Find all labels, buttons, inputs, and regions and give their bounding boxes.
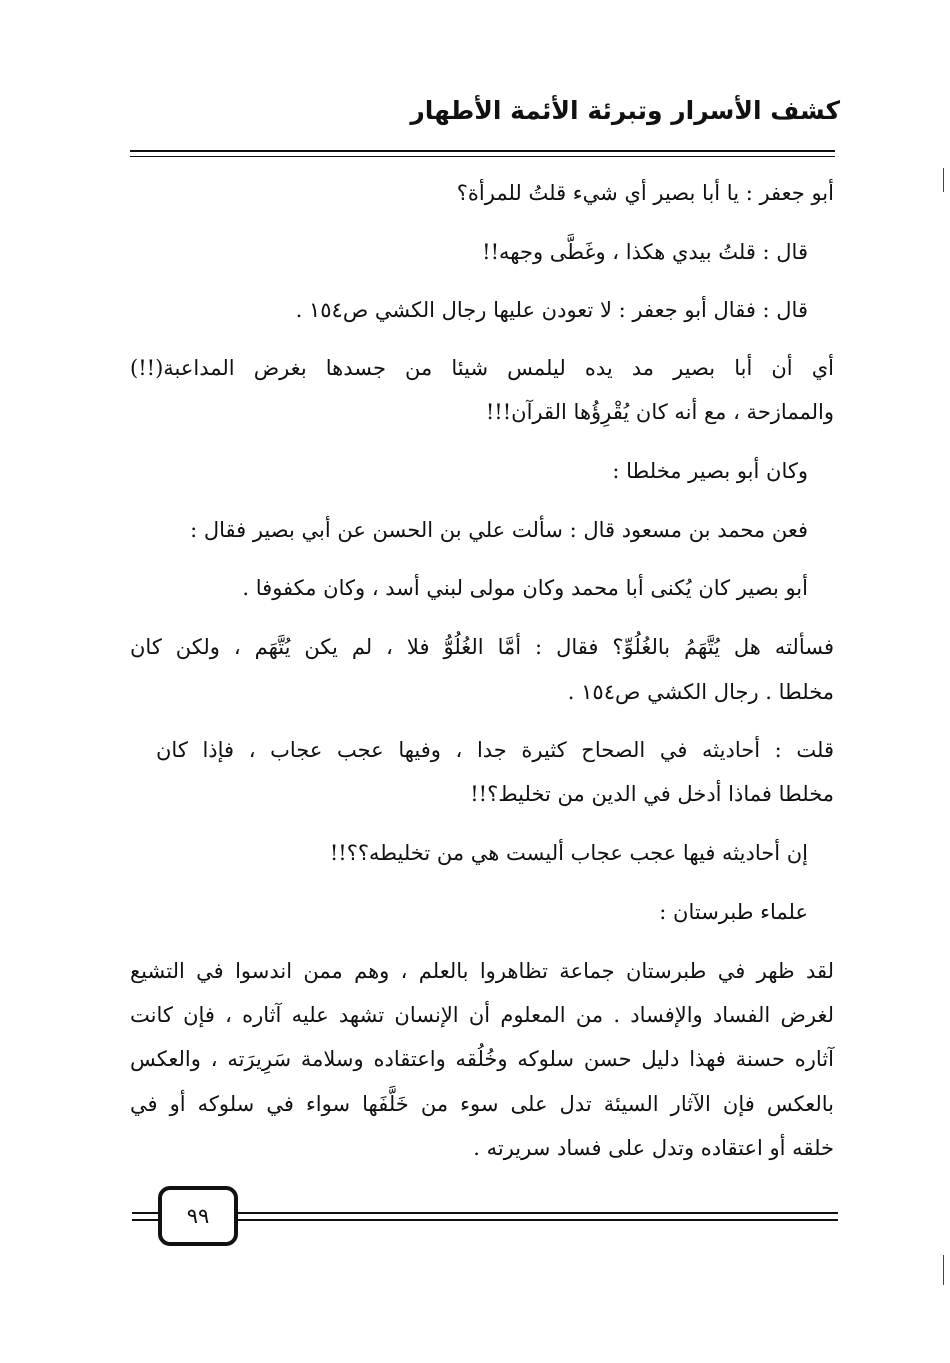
text-line-4: أي أن أبا بصير مد يده ليلمس شيئا من جسدها بغرض المداعبة(!!) bbox=[130, 356, 834, 380]
text-line-18: بالعكس فإن الآثار السيئة تدل على سوء من خَلَّفَها سواء في سلوكه أو في bbox=[130, 1092, 834, 1116]
header-rule-thin bbox=[130, 156, 835, 157]
text-line-14: علماء طبرستان : bbox=[659, 900, 808, 924]
text-line-3: قال : فقال أبو جعفر : لا تعودن عليها رجال الكشي ص١٥٤ . bbox=[295, 298, 808, 322]
text-line-2: قال : قلتُ بيدي هكذا ، وغَطَّى وجهه!! bbox=[482, 240, 808, 264]
text-line-16: لغرض الفساد والإفساد . من المعلوم أن الإنسان تشهد عليه آثاره ، فإن كانت bbox=[130, 1003, 834, 1027]
text-line-15: لقد ظهر في طبرستان جماعة تظاهروا بالعلم ، وهم ممن اندسوا في التشيع bbox=[130, 959, 834, 983]
text-line-11: قلت : أحاديثه في الصحاح كثيرة جدا ، وفيها عجب عجاب ، فإذا كان bbox=[156, 738, 834, 762]
text-line-1: أبو جعفر : يا أبا بصير أي شيء قلتُ للمرأة؟ bbox=[456, 181, 834, 205]
text-line-13: إن أحاديثه فيها عجب عجاب أليست هي من تخليطه؟؟!! bbox=[329, 841, 808, 865]
text-line-17: آثاره حسنة فهذا دليل حسن سلوكه وخُلُقه واعتقاده وسلامة سَرِيرَته ، والعكس bbox=[130, 1047, 834, 1071]
text-line-5: والممازحة ، مع أنه كان يُقْرِؤُها القرآن!!! bbox=[485, 400, 834, 424]
page-edge-mark bbox=[943, 168, 944, 192]
text-line-7: فعن محمد بن مسعود قال : سألت علي بن الحسن عن أبي بصير فقال : bbox=[190, 518, 808, 542]
text-line-9: فسألته هل يُتَّهَمُ بالغُلُوِّ؟ فقال : أمَّا الغُلُوُّ فلا ، لم يكن يُتَّهَم ، ولكن كان bbox=[130, 635, 834, 659]
page-number-box bbox=[158, 1186, 238, 1246]
text-line-10: مخلطا . رجال الكشي ص١٥٤ . bbox=[567, 680, 834, 704]
text-line-12: مخلطا فماذا أدخل في الدين من تخليط؟!! bbox=[470, 782, 834, 806]
text-line-6: وكان أبو بصير مخلطا : bbox=[612, 459, 808, 483]
header-rule-thick bbox=[130, 150, 835, 152]
page-number: ٩٩ bbox=[186, 1204, 210, 1228]
page-edge-mark bbox=[943, 1255, 944, 1285]
running-header-title: كشف الأسرار وتبرئة الأئمة الأطهار bbox=[410, 96, 840, 125]
text-line-8: أبو بصير كان يُكنى أبا محمد وكان مولى لبني أسد ، وكان مكفوفا . bbox=[242, 576, 808, 600]
text-line-19: خلقه أو اعتقاده وتدل على فساد سريرته . bbox=[473, 1136, 834, 1160]
